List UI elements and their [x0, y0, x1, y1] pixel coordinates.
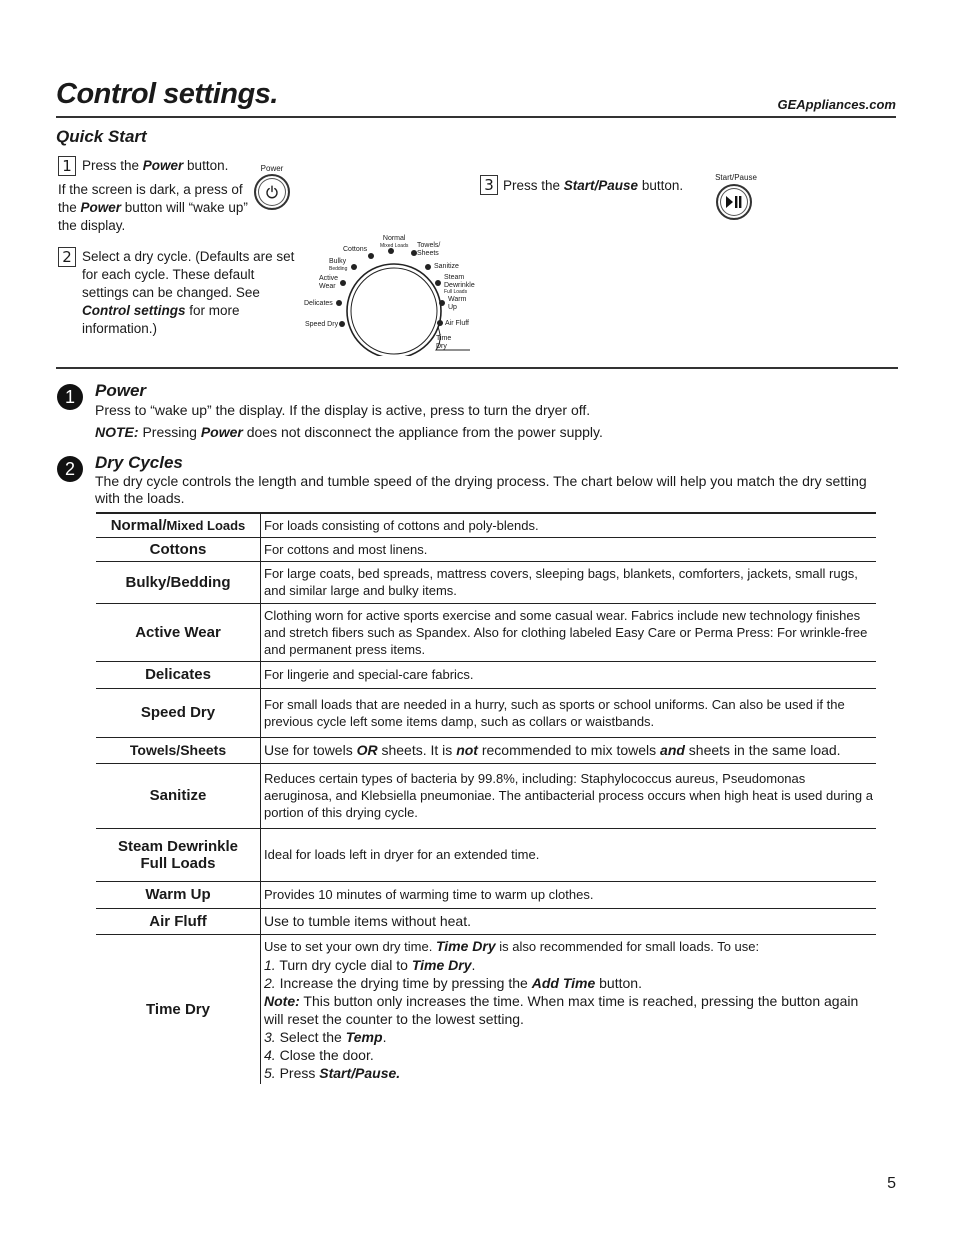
towels-desc-e: recommended to mix towels [477, 741, 661, 758]
step-1-note [58, 181, 248, 235]
cycle-desc: For cottons and most linens. [261, 537, 877, 561]
cycle-name-steam-sub: Full Loads [140, 854, 216, 872]
power-icon [265, 185, 279, 199]
cycle-desc: Reduces certain types of bacteria by 99.8%, including: Staphylococcus aureus, Pseudomonas aeruginosa, and Klebsiella pneumoniae. The antibacterial process occurs when high heat is used during a portion of this drying cycle. [261, 763, 877, 828]
dial-label-active-line2: Wear [319, 282, 336, 290]
towels-desc-g: sheets in the same load. [684, 741, 841, 758]
dial-label-steam-sub: Full Loads [444, 289, 468, 295]
cycle-name-normal: Normal/ [110, 516, 167, 534]
cycle-desc: For small loads that are needed in a hurry, such as sports or school uniforms. Can also be used if the previous cycle left some items damp, such as collars or waistbands. [261, 688, 877, 737]
time-dry-step-3-bold: Temp [345, 1028, 383, 1045]
time-dry-step-4-num: 4. [264, 1046, 276, 1063]
cycle-desc: For lingerie and special-care fabrics. [261, 661, 877, 688]
cycle-dial[interactable] [300, 232, 480, 356]
time-dry-intro-pre: Use to set your own dry time. [264, 938, 436, 954]
dial-label-sanitize: Sanitize [434, 263, 459, 270]
cycle-desc: For loads consisting of cottons and poly-blends. [261, 513, 877, 537]
table-row [96, 561, 876, 603]
time-dry-step-5-num: 5. [264, 1064, 276, 1081]
step-1-text-bold: Power [142, 158, 184, 173]
dial-label-active-line1: Active [319, 275, 339, 282]
dry-cycles-table [96, 512, 876, 1084]
dial-label-delicates: Delicates [304, 300, 333, 307]
table-row [96, 537, 876, 561]
dial-label-normal-text: Normal [382, 235, 406, 242]
towels-desc-not: not [456, 741, 478, 758]
dial-label-warm-line1: Warm [448, 296, 467, 303]
dial-label-active-wear [319, 275, 338, 290]
cycle-name: Air Fluff [96, 908, 261, 934]
dial-label-towels-line1: Towels/ [417, 242, 441, 249]
time-dry-note-label: Note: [264, 992, 300, 1009]
time-dry-step-3-num: 3. [264, 1028, 276, 1045]
quick-start-heading: Quick Start [56, 127, 147, 146]
step-1-note-bold: Power [80, 200, 122, 215]
towels-desc-and: and [660, 741, 685, 758]
table-row [96, 737, 876, 763]
table-row [96, 881, 876, 908]
time-dry-note [264, 992, 873, 1028]
step-3-text [503, 177, 703, 195]
table-row [96, 828, 876, 881]
power-note [95, 424, 885, 441]
cycle-desc: Use to tumble items without heat. [261, 908, 877, 934]
time-dry-step-2-post: button. [595, 974, 642, 991]
cycle-desc [261, 934, 877, 1084]
dial-label-air-fluff: Air Fluff [445, 320, 469, 327]
step-1-text-post: button. [183, 158, 229, 173]
time-dry-step-4 [264, 1046, 873, 1064]
dial-label-speed-dry: Speed Dry [305, 321, 339, 328]
cycle-desc: For large coats, bed spreads, mattress covers, sleeping bags, blankets, comforters, jackets, small rugs, and similar large and bulky items. [261, 561, 877, 603]
dial-label-steam-line1: Steam [444, 274, 465, 281]
time-dry-intro-post: is also recommended for small loads. To use: [495, 938, 760, 954]
time-dry-intro-bold: Time Dry [435, 937, 496, 954]
time-dry-step-1-bold: Time Dry [411, 956, 472, 973]
dial-label-towels [417, 242, 440, 257]
time-dry-step-1-pre: Turn dry cycle dial to [275, 956, 412, 973]
time-dry-step-1 [264, 956, 873, 974]
start-pause-button-label: Start/Pause [715, 173, 757, 182]
step-2-text-post: for more information.) [82, 303, 240, 336]
time-dry-step-2-bold: Add Time [531, 974, 596, 991]
time-dry-step-3-pre: Select the [275, 1028, 346, 1045]
cycle-name [96, 828, 261, 881]
page-number: 5 [887, 1175, 896, 1192]
time-dry-step-2-num: 2. [264, 974, 276, 991]
step-3-text-post: button. [638, 178, 684, 193]
dial-label-time-dry [436, 335, 451, 350]
step-3-number: 3 [480, 175, 498, 195]
time-dry-step-5 [264, 1064, 873, 1082]
table-row [96, 688, 876, 737]
table-row [96, 513, 876, 537]
time-dry-intro [264, 937, 873, 956]
dial-dot-sanitize [425, 264, 431, 270]
play-pause-icon [725, 195, 743, 209]
start-pause-button[interactable] [716, 184, 752, 220]
step-1-number: 1 [58, 156, 76, 176]
cycle-name-steam: Steam Dewrinkle [117, 837, 239, 855]
power-button[interactable] [254, 174, 290, 210]
time-dry-note-text: This button only increases the time. When max time is reached, pressing the button again will reset the counter to the lowest setting. [264, 992, 859, 1027]
dial-label-warm-line2: Up [448, 303, 457, 311]
cycle-name: Bulky/Bedding [96, 561, 261, 603]
dial-label-warm-up [448, 296, 466, 311]
cycle-desc: Ideal for loads left in dryer for an extended time. [261, 828, 877, 881]
time-dry-step-3 [264, 1028, 873, 1046]
site-url: GEAppliances.com [777, 97, 896, 112]
time-dry-step-4-text: Close the door. [275, 1046, 374, 1063]
time-dry-step-2 [264, 974, 873, 992]
towels-desc-c: sheets. It is [377, 741, 457, 758]
dial-label-cottons: Cottons [343, 246, 368, 253]
cycle-name: Delicates [96, 661, 261, 688]
step-1-text [82, 157, 252, 175]
towels-desc-a: Use for towels [264, 741, 357, 758]
cycle-name: Towels/Sheets [96, 737, 261, 763]
dial-label-steam-line2: Dewrinkle [444, 281, 475, 289]
cycle-desc: Clothing worn for active sports exercise and some casual wear. Fabrics include new technology finishes and stretch fibers such as Spandex. Also for clothing labeled Easy Care or Perma Press: For wrinkle-free and permanent press items. [261, 603, 877, 661]
time-dry-step-5-bold: Start/Pause. [319, 1064, 401, 1081]
step-3-text-pre: Press the [503, 178, 564, 193]
cycle-name: Warm Up [96, 881, 261, 908]
dry-cycles-heading: Dry Cycles [95, 453, 183, 472]
power-heading: Power [95, 381, 147, 400]
cycle-desc [261, 737, 877, 763]
time-dry-step-2-pre: Increase the drying time by pressing the [275, 974, 532, 991]
table-row [96, 661, 876, 688]
step-1-note-post: button will “wake up” the display. [58, 200, 248, 233]
page-title: Control settings. [56, 78, 278, 110]
step-2-text [82, 248, 300, 338]
towels-desc-or: OR [356, 741, 378, 758]
dial-dot-air-fluff [437, 320, 443, 326]
power-note-post: does not disconnect the appliance from the power supply. [242, 424, 603, 440]
dial-label-bulky [329, 258, 347, 273]
dial-label-steam [444, 274, 475, 297]
cycle-name: Speed Dry [96, 688, 261, 737]
step-1-note-pre: If the screen is dark, a press of the [58, 182, 243, 215]
cycle-name: Cottons [96, 537, 261, 561]
step-2-number: 2 [58, 247, 76, 267]
cycle-name [96, 513, 261, 537]
dial-label-normal-sub: Mixed Loads [380, 242, 409, 249]
cycle-name: Time Dry [96, 934, 261, 1084]
time-dry-step-1-post: . [471, 956, 476, 973]
dial-dot-delicates [336, 300, 342, 306]
power-note-pre: Pressing [138, 424, 201, 440]
table-row [96, 934, 876, 1084]
time-dry-step-1-num: 1. [264, 956, 276, 973]
section-2-badge: 2 [57, 456, 83, 482]
cycle-name-normal-sub: Mixed Loads [166, 517, 246, 533]
power-button-label: Power [260, 164, 284, 173]
dial-dot-steam [435, 280, 441, 286]
power-note-label: NOTE: [95, 424, 139, 440]
dial-dot-active [340, 280, 346, 286]
dial-dot-speed-dry [339, 321, 345, 327]
table-row [96, 908, 876, 934]
cycle-desc: Provides 10 minutes of warming time to warm up clothes. [261, 881, 877, 908]
table-row [96, 763, 876, 828]
header-divider [56, 116, 896, 118]
table-row [96, 603, 876, 661]
dial-label-bulky-sub: Bedding [329, 265, 348, 272]
dial-label-normal [380, 235, 408, 250]
dial-dot-bulky [351, 264, 357, 270]
dial-dot-warm-up [439, 300, 445, 306]
section-divider [56, 367, 898, 369]
dial-dot-cottons [368, 253, 374, 259]
power-text: Press to “wake up” the display. If the display is active, press to turn the dryer off. [95, 402, 591, 418]
power-note-bold: Power [200, 424, 243, 440]
dial-label-towels-line2: Sheets [417, 249, 439, 257]
dry-cycles-text: The dry cycle controls the length and tumble speed of the drying process. The chart below will help you match the dry setting with the loads. [95, 473, 867, 506]
cycle-name: Sanitize [96, 763, 261, 828]
dial-label-time-line1: Time [436, 335, 452, 342]
step-2-text-bold: Control settings [82, 303, 186, 318]
dial-label-bulky-text: Bulky [329, 258, 347, 265]
step-3-text-bold: Start/Pause [563, 178, 639, 193]
section-1-badge: 1 [57, 384, 83, 410]
time-dry-step-5-pre: Press [275, 1064, 320, 1081]
time-dry-step-3-post: . [382, 1028, 387, 1045]
step-1-text-pre: Press the [82, 158, 143, 173]
dial-label-time-line2: Dry [436, 342, 447, 350]
step-2-text-pre: Select a dry cycle. (Defaults are set for each cycle. These default settings can be changed. See [82, 249, 295, 300]
cycle-name: Active Wear [96, 603, 261, 661]
